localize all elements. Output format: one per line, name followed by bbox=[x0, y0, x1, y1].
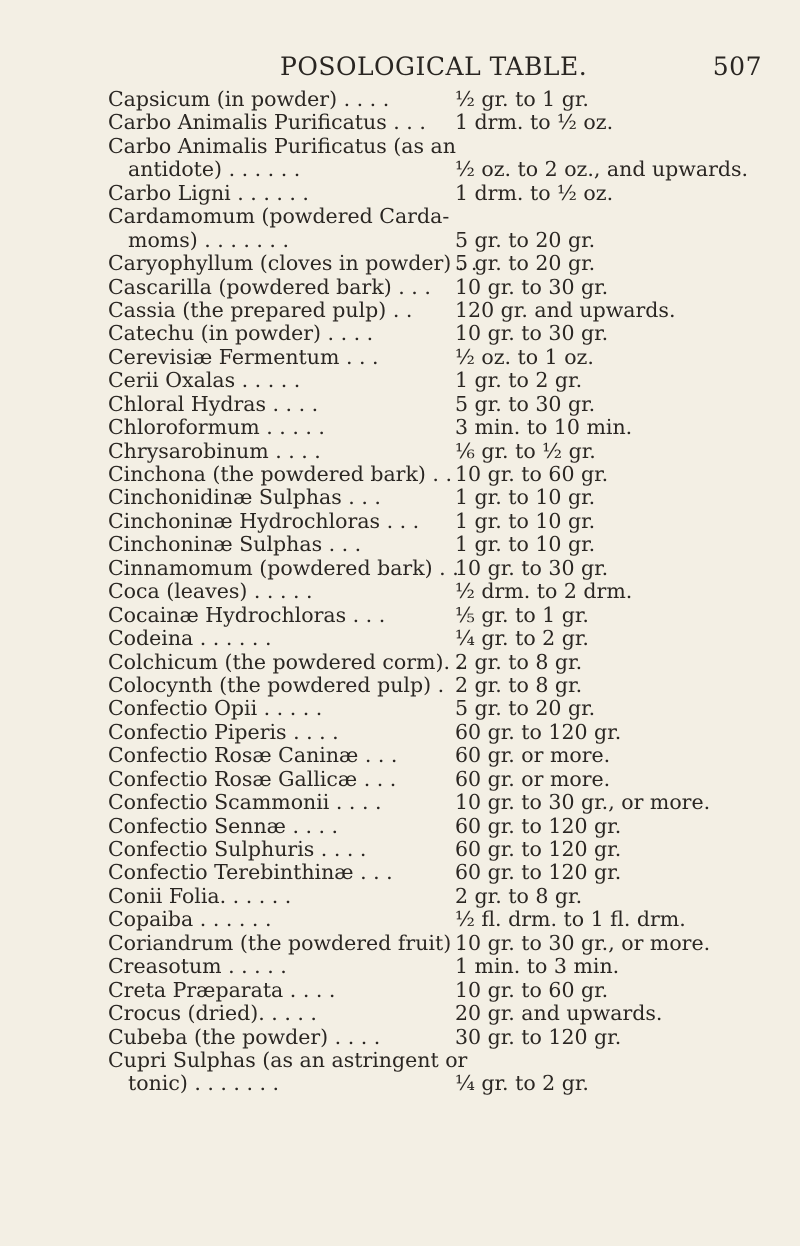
table-row bbox=[108, 1002, 798, 1025]
dose-value: 1 drm. to ½ oz. bbox=[455, 110, 614, 135]
table-row bbox=[108, 955, 798, 978]
table-row bbox=[108, 322, 798, 345]
drug-name: Cinchona (the powdered bark) . . bbox=[108, 462, 452, 486]
dose-value: 1 gr. to 2 gr. bbox=[455, 368, 583, 393]
drug-name: Carbo Animalis Purificatus . . . bbox=[108, 110, 426, 135]
table-row bbox=[108, 604, 798, 627]
drug-name: Caryophyllum (cloves in powder) . . bbox=[108, 251, 478, 276]
dose-value: ⅕ gr. to 1 gr. bbox=[455, 602, 589, 627]
table-row bbox=[108, 393, 798, 416]
table-row bbox=[108, 135, 798, 158]
dose-value: 5 gr. to 20 gr. bbox=[455, 251, 596, 276]
dose-value: 5 gr. to 20 gr. bbox=[455, 227, 596, 252]
dose-value: 5 gr. to 30 gr. bbox=[455, 391, 596, 416]
table-row bbox=[108, 627, 798, 650]
page-header bbox=[280, 52, 780, 81]
dose-value: 60 gr. or more. bbox=[455, 766, 611, 791]
posological-table bbox=[108, 88, 798, 1096]
drug-name: Cinchonidinæ Sulphas . . . bbox=[108, 485, 381, 510]
dose-value: ½ oz. to 1 oz. bbox=[455, 344, 594, 369]
table-row bbox=[108, 346, 798, 369]
table-row bbox=[108, 463, 798, 486]
table-row bbox=[108, 1049, 798, 1072]
dose-value: 10 gr. to 60 gr. bbox=[455, 462, 609, 486]
dose-value: 2 gr. to 8 gr. bbox=[455, 883, 583, 908]
drug-name: Cocainæ Hydrochloras . . . bbox=[108, 602, 386, 627]
table-row bbox=[108, 416, 798, 439]
table-row bbox=[108, 229, 798, 252]
drug-name: Cassia (the prepared pulp) . . bbox=[108, 297, 413, 322]
table-row bbox=[108, 88, 798, 111]
drug-name: Conii Folia. . . . . . bbox=[108, 883, 292, 908]
table-row bbox=[108, 861, 798, 884]
drug-name: Carbo Ligni . . . . . . bbox=[108, 180, 309, 205]
dose-value: 2 gr. to 8 gr. bbox=[455, 649, 583, 674]
drug-name: Colchicum (the powdered corm). . bbox=[108, 649, 463, 674]
table-row bbox=[108, 486, 798, 509]
dose-value: 30 gr. to 120 gr. bbox=[455, 1024, 622, 1049]
dose-value: ⅙ gr. to ½ gr. bbox=[455, 438, 596, 463]
dose-value: 10 gr. to 60 gr. bbox=[455, 977, 609, 1002]
running-title: POSOLOGICAL TABLE. bbox=[280, 52, 588, 81]
drug-name: Colocynth (the powdered pulp) . bbox=[108, 672, 445, 697]
dose-value: 1 min. to 3 min. bbox=[455, 954, 620, 979]
drug-name: Cerii Oxalas . . . . . bbox=[108, 368, 301, 393]
table-row bbox=[108, 674, 798, 697]
table-row bbox=[108, 580, 798, 603]
drug-name: Cupri Sulphas (as an astringent or bbox=[108, 1047, 468, 1072]
drug-name: Confectio Terebinthinæ . . . bbox=[108, 860, 393, 885]
dose-value: 60 gr. to 120 gr. bbox=[455, 813, 622, 838]
dose-value: 1 gr. to 10 gr. bbox=[455, 508, 596, 533]
dose-value: 3 min. to 10 min. bbox=[455, 415, 633, 440]
table-row bbox=[108, 791, 798, 814]
table-row bbox=[108, 651, 798, 674]
table-row bbox=[108, 885, 798, 908]
dose-value: ½ drm. to 2 drm. bbox=[455, 579, 633, 604]
table-row bbox=[108, 299, 798, 322]
drug-name: Chloroformum . . . . . bbox=[108, 415, 325, 440]
dose-value: 60 gr. to 120 gr. bbox=[455, 837, 622, 861]
drug-name: Confectio Opii . . . . . bbox=[108, 696, 323, 721]
table-row bbox=[108, 158, 798, 181]
table-row bbox=[108, 932, 798, 955]
dose-value: ½ gr. to 1 gr. bbox=[455, 87, 589, 111]
drug-name: Cubeba (the powder) . . . . bbox=[108, 1024, 381, 1049]
drug-name: Confectio Rosæ Caninæ . . . bbox=[108, 743, 398, 768]
dose-value: 2 gr. to 8 gr. bbox=[455, 672, 583, 697]
drug-name: Coriandrum (the powdered fruit) . bbox=[108, 930, 465, 955]
dose-value: ¼ gr. to 2 gr. bbox=[455, 626, 589, 651]
dose-value: 10 gr. to 30 gr. bbox=[455, 555, 609, 580]
dose-value: ¼ gr. to 2 gr. bbox=[455, 1071, 589, 1096]
drug-name: Cerevisiæ Fermentum . . . bbox=[108, 344, 379, 369]
drug-name: Chloral Hydras . . . . bbox=[108, 391, 319, 416]
table-row bbox=[108, 721, 798, 744]
table-row bbox=[108, 276, 798, 299]
drug-name: Cascarilla (powdered bark) . . . bbox=[108, 274, 431, 299]
table-row bbox=[108, 744, 798, 767]
page-number: 507 bbox=[712, 52, 762, 81]
dose-value: 60 gr. to 120 gr. bbox=[455, 860, 622, 885]
table-row bbox=[108, 697, 798, 720]
dose-value: ½ oz. to 2 oz., and upwards. bbox=[455, 157, 749, 182]
drug-name: Confectio Rosæ Gallicæ . . . bbox=[108, 766, 397, 791]
drug-name: tonic) . . . . . . . bbox=[128, 1071, 280, 1096]
dose-value: 60 gr. to 120 gr. bbox=[455, 719, 622, 744]
table-row bbox=[108, 369, 798, 392]
drug-name: Cinchoninæ Sulphas . . . bbox=[108, 532, 362, 557]
drug-name: Confectio Scammonii . . . . bbox=[108, 790, 382, 815]
drug-name: Cardamomum (powdered Carda- bbox=[108, 204, 450, 229]
table-row bbox=[108, 768, 798, 791]
table-row bbox=[108, 510, 798, 533]
drug-name: moms) . . . . . . . bbox=[128, 227, 289, 252]
drug-name: Chrysarobinum . . . . bbox=[108, 438, 321, 463]
dose-value: 60 gr. or more. bbox=[455, 743, 611, 768]
dose-value: 5 gr. to 20 gr. bbox=[455, 696, 596, 721]
drug-name: Copaiba . . . . . . bbox=[108, 907, 272, 932]
table-row bbox=[108, 908, 798, 931]
drug-name: Catechu (in powder) . . . . bbox=[108, 321, 374, 346]
dose-value: 10 gr. to 30 gr., or more. bbox=[455, 930, 711, 955]
table-row bbox=[108, 815, 798, 838]
drug-name: Codeina . . . . . . bbox=[108, 626, 272, 651]
dose-value: 1 gr. to 10 gr. bbox=[455, 532, 596, 557]
drug-name: Confectio Sulphuris . . . . bbox=[108, 837, 367, 861]
drug-name: Creta Præparata . . . . bbox=[108, 977, 336, 1002]
drug-name: Crocus (dried). . . . . bbox=[108, 1001, 317, 1026]
dose-value: 120 gr. and upwards. bbox=[455, 297, 676, 322]
table-row bbox=[108, 440, 798, 463]
table-row bbox=[108, 1072, 798, 1095]
table-row bbox=[108, 979, 798, 1002]
drug-name: Carbo Animalis Purificatus (as an bbox=[108, 133, 456, 158]
table-row bbox=[108, 838, 798, 861]
table-row bbox=[108, 557, 798, 580]
dose-value: 10 gr. to 30 gr. bbox=[455, 274, 609, 299]
drug-name: Confectio Sennæ . . . . bbox=[108, 813, 339, 838]
drug-name: Cinnamomum (powdered bark) . . bbox=[108, 555, 459, 580]
dose-value: 10 gr. to 30 gr. bbox=[455, 321, 609, 346]
table-row bbox=[108, 533, 798, 556]
dose-value: 20 gr. and upwards. bbox=[455, 1001, 663, 1026]
drug-name: Coca (leaves) . . . . . bbox=[108, 579, 313, 604]
drug-name: Creasotum . . . . . bbox=[108, 954, 287, 979]
table-row bbox=[108, 205, 798, 228]
drug-name: Cinchoninæ Hydrochloras . . . bbox=[108, 508, 420, 533]
dose-value: ½ fl. drm. to 1 fl. drm. bbox=[455, 907, 686, 932]
drug-name: Confectio Piperis . . . . bbox=[108, 719, 339, 744]
drug-name: antidote) . . . . . . bbox=[128, 157, 301, 182]
table-row bbox=[108, 182, 798, 205]
dose-value: 1 gr. to 10 gr. bbox=[455, 485, 596, 510]
drug-name: Capsicum (in powder) . . . . bbox=[108, 87, 390, 111]
dose-value: 1 drm. to ½ oz. bbox=[455, 180, 614, 205]
dose-value: 10 gr. to 30 gr., or more. bbox=[455, 790, 711, 815]
table-row bbox=[108, 252, 798, 275]
table-row bbox=[108, 1026, 798, 1049]
table-row bbox=[108, 111, 798, 134]
